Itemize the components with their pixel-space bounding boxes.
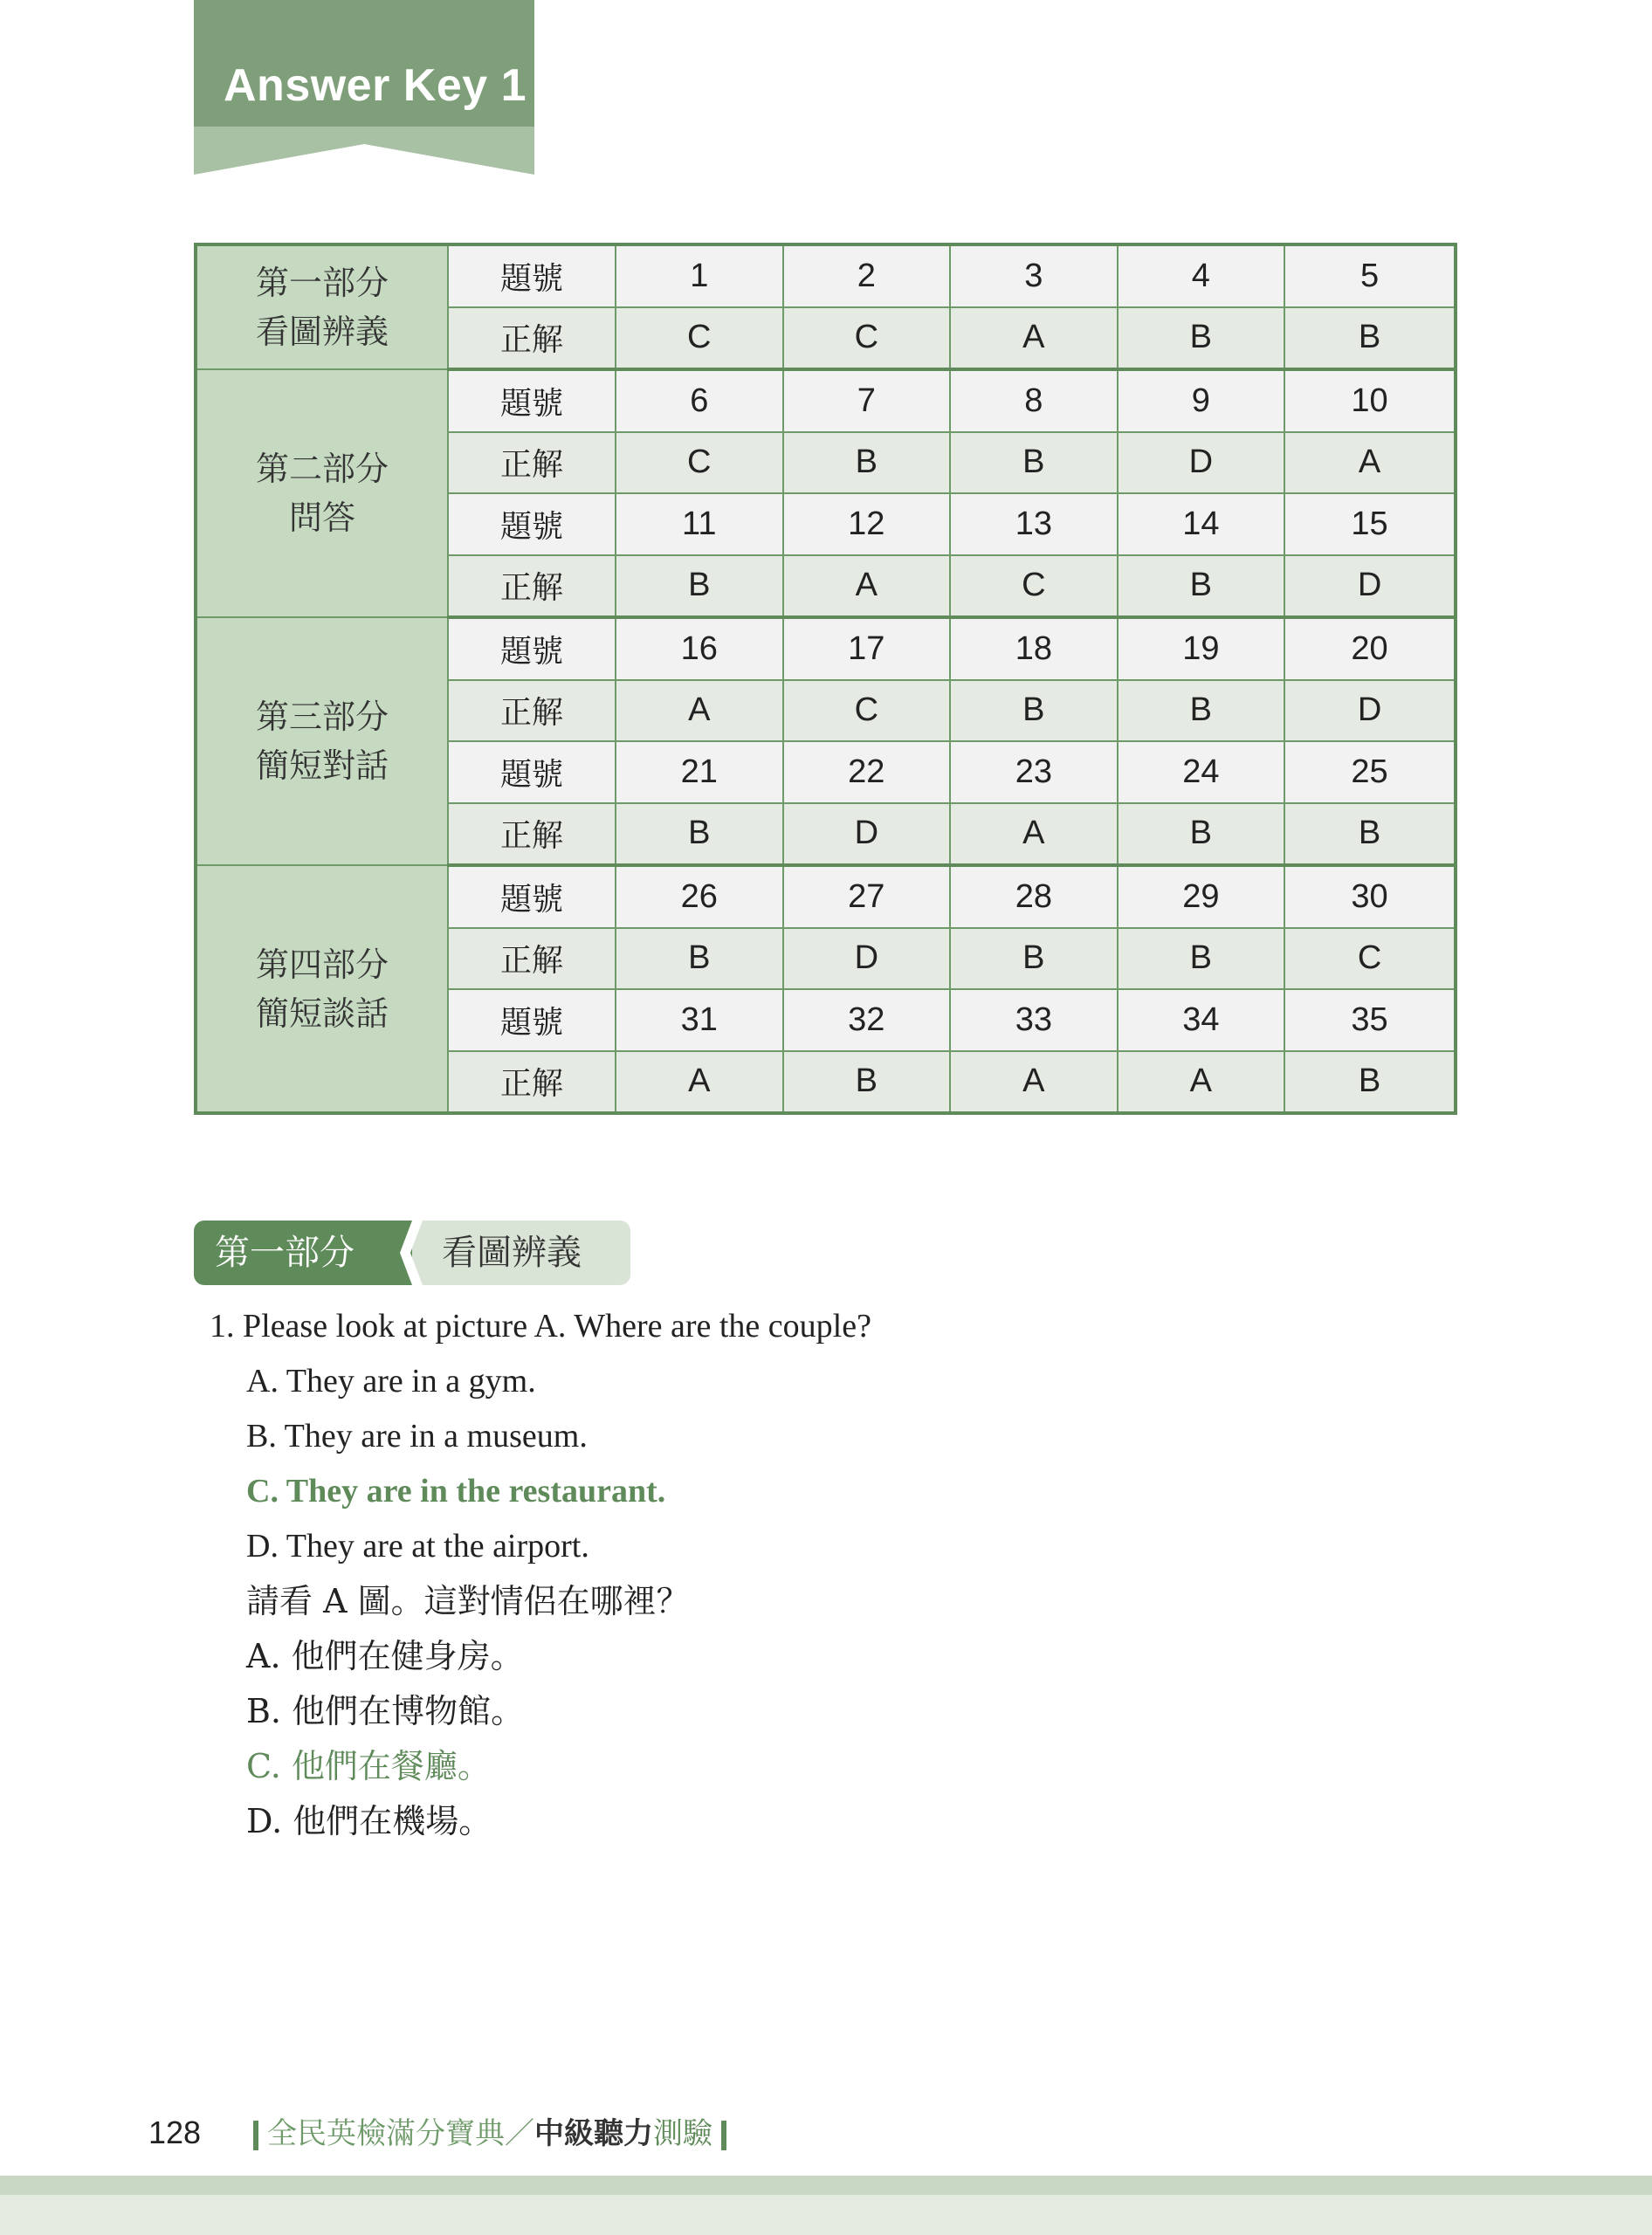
answer-cell: C [783, 680, 951, 742]
question-number: 8 [950, 369, 1118, 432]
section-heading [194, 1221, 630, 1285]
answer-cell: A [950, 803, 1118, 866]
title-separator: ／ [505, 2116, 534, 2151]
footer-divider [721, 2121, 726, 2150]
book-level: 中級聽力 [534, 2116, 653, 2151]
option-a: A. They are in a gym. [246, 1363, 536, 1399]
question-number: 19 [1118, 617, 1285, 680]
translated-option-a: A. 他們在健身房。 [246, 1637, 524, 1675]
translated-option-b: B. 他們在博物館。 [246, 1692, 525, 1730]
answer-cell: A [1284, 432, 1456, 494]
question-number: 4 [1118, 244, 1285, 307]
section-part: 第一部分 [194, 1221, 412, 1285]
answer-cell: B [1118, 928, 1285, 990]
section-name: 看圖辨義 [400, 1221, 630, 1285]
row-label-answer: 正解 [448, 803, 616, 866]
option-d: D. They are at the airport. [246, 1528, 589, 1564]
question-number: 16 [616, 617, 783, 680]
row-label-answer: 正解 [448, 307, 616, 370]
option-b: B. They are in a museum. [246, 1418, 588, 1454]
answer-cell: A [1118, 1051, 1285, 1114]
page-footer [148, 2111, 735, 2156]
translated-option-c-correct: C. 他們在餐廳。 [246, 1747, 491, 1785]
question-number: 27 [783, 865, 951, 928]
question-number: 28 [950, 865, 1118, 928]
answer-cell: B [616, 803, 783, 866]
section-arrow [382, 1221, 435, 1285]
question-number: 29 [1118, 865, 1285, 928]
answer-cell: C [1284, 928, 1456, 990]
row-label-number: 題號 [448, 989, 616, 1051]
answer-cell: B [950, 928, 1118, 990]
question-number: 34 [1118, 989, 1285, 1051]
answer-cell: C [783, 307, 951, 370]
question-number: 14 [1118, 493, 1285, 555]
answer-cell: A [616, 1051, 783, 1114]
question-number: 32 [783, 989, 951, 1051]
row-label-answer: 正解 [448, 555, 616, 618]
table-row [196, 369, 1456, 432]
page-title: Answer Key 1 [224, 60, 527, 111]
answer-cell: B [783, 1051, 951, 1114]
answer-cell: B [783, 432, 951, 494]
answer-cell: B [950, 680, 1118, 742]
answer-cell: B [1284, 307, 1456, 370]
row-label-number: 題號 [448, 369, 616, 432]
section-2-label: 第二部分 問答 [196, 369, 448, 617]
question-number: 12 [783, 493, 951, 555]
question-number: 31 [616, 989, 783, 1051]
answer-table [194, 243, 1457, 1115]
question-number: 18 [950, 617, 1118, 680]
question-number: 9 [1118, 369, 1285, 432]
book-subtitle: 測驗 [653, 2116, 712, 2151]
question-number: 20 [1284, 617, 1456, 680]
question-number: 25 [1284, 741, 1456, 803]
footer-divider [253, 2121, 258, 2150]
row-label-number: 題號 [448, 493, 616, 555]
answer-cell: B [616, 928, 783, 990]
answer-cell: D [783, 928, 951, 990]
section-3-label: 第三部分 簡短對話 [196, 617, 448, 865]
table-row [196, 865, 1456, 928]
question-number: 30 [1284, 865, 1456, 928]
option-c-correct: C. They are in the restaurant. [246, 1473, 666, 1509]
row-label-number: 題號 [448, 617, 616, 680]
answer-cell: B [950, 432, 1118, 494]
answer-cell: B [616, 555, 783, 618]
answer-cell: A [616, 680, 783, 742]
question-number: 24 [1118, 741, 1285, 803]
question-number: 15 [1284, 493, 1456, 555]
answer-cell: C [950, 555, 1118, 618]
bottom-band [0, 2176, 1652, 2235]
question-number: 5 [1284, 244, 1456, 307]
answer-cell: B [1118, 555, 1285, 618]
answer-cell: B [1284, 803, 1456, 866]
answer-cell: B [1118, 680, 1285, 742]
row-label-number: 題號 [448, 865, 616, 928]
question-number: 6 [616, 369, 783, 432]
question-number: 21 [616, 741, 783, 803]
question-number: 17 [783, 617, 951, 680]
answer-cell: D [1118, 432, 1285, 494]
question-number: 3 [950, 244, 1118, 307]
page-number: 128 [148, 2115, 202, 2150]
row-label-number: 題號 [448, 244, 616, 307]
question-number: 23 [950, 741, 1118, 803]
row-label-answer: 正解 [448, 432, 616, 494]
table-row [196, 617, 1456, 680]
question-number: 33 [950, 989, 1118, 1051]
question-text: 1. Please look at picture A. Where are the couple? [210, 1308, 871, 1344]
row-label-answer: 正解 [448, 1051, 616, 1114]
row-label-answer: 正解 [448, 928, 616, 990]
table-row [196, 244, 1456, 307]
answer-cell: B [1284, 1051, 1456, 1114]
question-number: 13 [950, 493, 1118, 555]
question-number: 7 [783, 369, 951, 432]
answer-cell: D [1284, 555, 1456, 618]
translated-option-d: D. 他們在機場。 [246, 1802, 492, 1840]
answer-key-tab [194, 0, 534, 175]
answer-cell: C [616, 307, 783, 370]
answer-cell: B [1118, 307, 1285, 370]
book-title: 全民英檢滿分寶典 [267, 2116, 505, 2151]
question-number: 35 [1284, 989, 1456, 1051]
section-1-label: 第一部分 看圖辨義 [196, 244, 448, 369]
section-4-label: 第四部分 簡短談話 [196, 865, 448, 1113]
question-number: 22 [783, 741, 951, 803]
question-number: 11 [616, 493, 783, 555]
answer-cell: A [950, 307, 1118, 370]
question-block [210, 1299, 871, 1849]
answer-cell: C [616, 432, 783, 494]
bottom-stripe [0, 2176, 1652, 2195]
answer-cell: A [783, 555, 951, 618]
row-label-number: 題號 [448, 741, 616, 803]
question-number: 1 [616, 244, 783, 307]
answer-cell: D [783, 803, 951, 866]
question-translation: 請看 A 圖。這對情侶在哪裡？ [246, 1582, 690, 1620]
question-number: 26 [616, 865, 783, 928]
answer-cell: D [1284, 680, 1456, 742]
answer-cell: A [950, 1051, 1118, 1114]
question-number: 10 [1284, 369, 1456, 432]
answer-cell: B [1118, 803, 1285, 866]
question-number: 2 [783, 244, 951, 307]
row-label-answer: 正解 [448, 680, 616, 742]
